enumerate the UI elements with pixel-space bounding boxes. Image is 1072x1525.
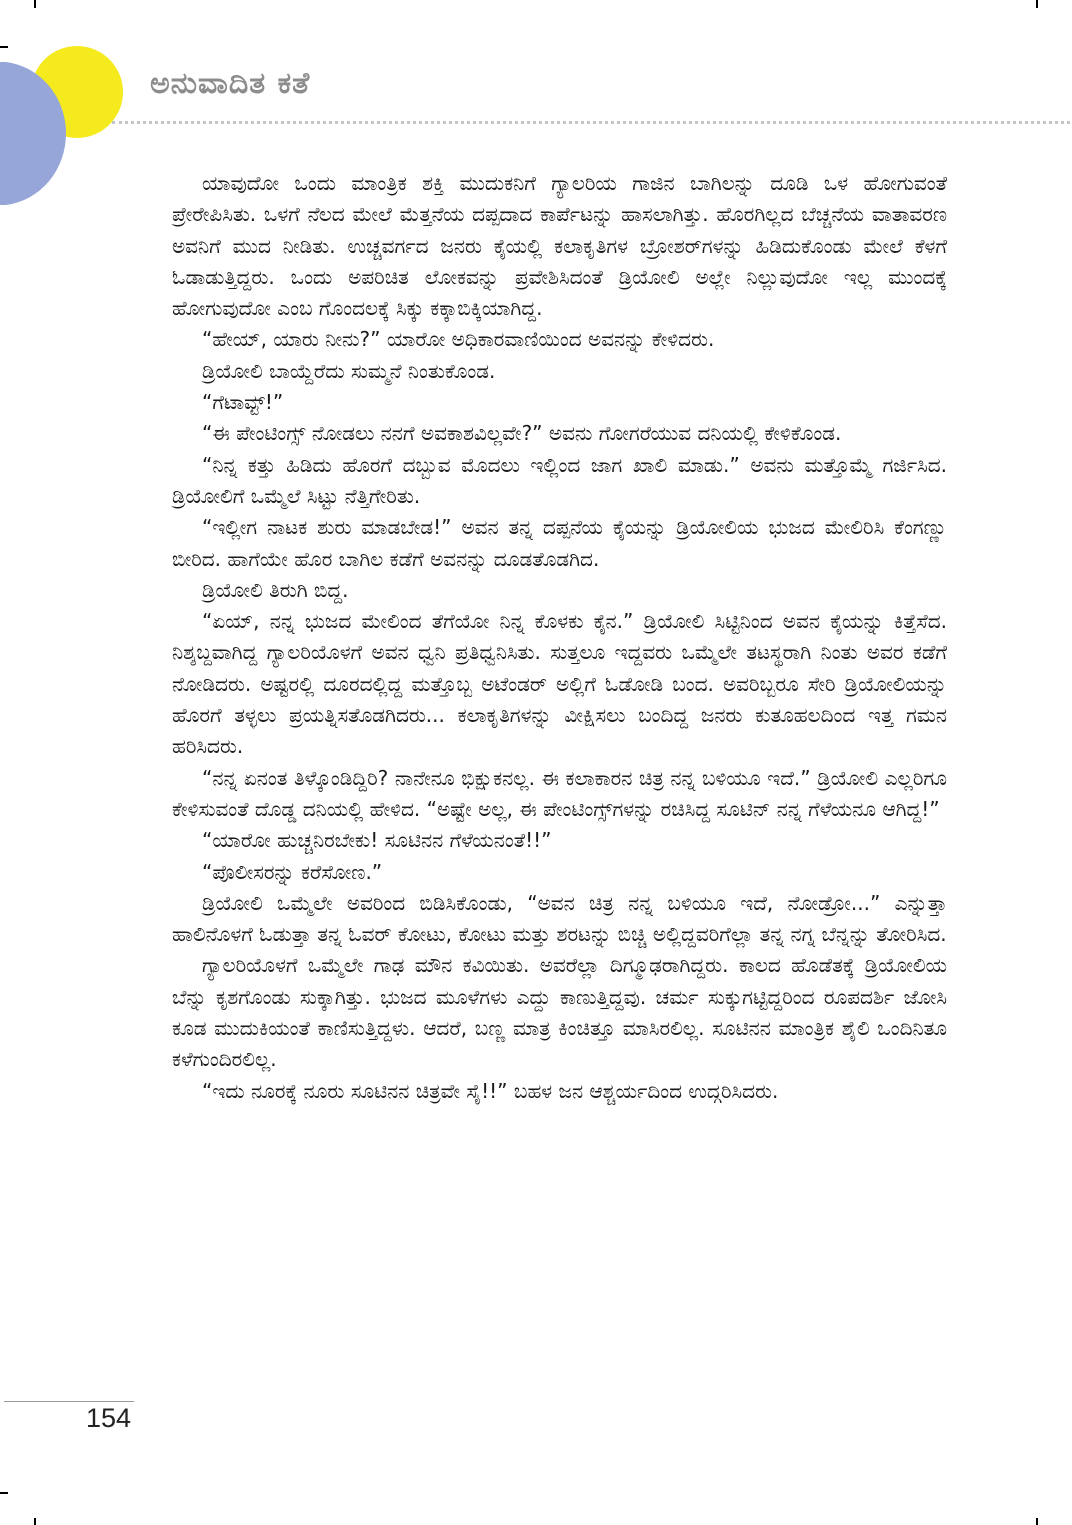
crop-mark-bottom-left	[34, 1518, 36, 1525]
crop-mark-bottom-right	[1036, 1518, 1038, 1525]
page-number: 154	[86, 1403, 132, 1433]
paragraph: “ಇಲ್ಲೀಗ ನಾಟಕ ಶುರು ಮಾಡಬೇಡ!” ಅವನ ತನ್ನ ದಪ್ಪನೆಯ ಕೈಯನ್ನು ಡ್ರಿಯೋಲಿಯ ಭುಜದ ಮೇಲಿರಿಸಿ ಕೆಂಗಣ್ಣು ಬೀರಿದ. ಹಾಗೆಯೇ ಹೊರ ಬಾಗಿಲ ಕಡೆಗೆ ಅವನನ್ನು ದೂಡತೊಡಗಿದ.	[172, 515, 947, 571]
paragraph: ಯಾವುದೋ ಒಂದು ಮಾಂತ್ರಿಕ ಶಕ್ತಿ ಮುದುಕನಿಗೆ ಗ್ಯಾಲರಿಯ ಗಾಜಿನ ಬಾಗಿಲನ್ನು ದೂಡಿ ಒಳ ಹೋಗುವಂತೆ ಪ್ರೇರೇಪಿಸಿತು. ಒಳಗೆ ನೆಲದ ಮೇಲೆ ಮೆತ್ತನೆಯ ದಪ್ಪದಾದ ಕಾರ್ಪೆಟನ್ನು ಹಾಸಲಾಗಿತ್ತು. ಹೊರಗಿಲ್ಲದ ಬೆಚ್ಚನೆಯ ವಾತಾವರಣ ಅವನಿಗೆ ಮುದ ನೀಡಿತು. ಉಚ್ಚವರ್ಗದ ಜನರು ಕೈಯಲ್ಲಿ ಕಲಾಕೃತಿಗಳ ಬ್ರೋಶರ್‌ಗಳನ್ನು ಹಿಡಿದುಕೊಂಡು ಮೇಲೆ ಕೆಳಗೆ ಓಡಾಡುತ್ತಿದ್ದರು. ಒಂದು ಅಪರಿಚಿತ ಲೋಕವನ್ನು ಪ್ರವೇಶಿಸಿದಂತೆ ಡ್ರಿಯೋಲಿ ಅಲ್ಲೇ ನಿಲ್ಲುವುದೋ ಇಲ್ಲ ಮುಂದಕ್ಕೆ ಹೋಗುವುದೋ ಎಂಬ ಗೊಂದಲಕ್ಕೆ ಸಿಕ್ಕು ಕಕ್ಕಾಬಿಕ್ಕಿಯಾಗಿದ್ದ.	[172, 171, 947, 321]
paragraph: ಡ್ರಿಯೋಲಿ ಬಾಯ್ದೆರೆದು ಸುಮ್ಮನೆ ನಿಂತುಕೊಂಡ.	[202, 358, 496, 383]
story-body	[172, 168, 947, 1107]
paragraph: ಗ್ಯಾಲರಿಯೊಳಗೆ ಒಮ್ಮೆಲೇ ಗಾಢ ಮೌನ ಕವಿಯಿತು. ಅವರೆಲ್ಲಾ ದಿಗ್ಮೂಢರಾಗಿದ್ದರು. ಕಾಲದ ಹೊಡೆತಕ್ಕೆ ಡ್ರಿಯೋಲಿಯ ಬೆನ್ನು ಕೃಶಗೊಂಡು ಸುಕ್ಕಾಗಿತ್ತು. ಭುಜದ ಮೂಳೆಗಳು ಎದ್ದು ಕಾಣುತ್ತಿದ್ದವು. ಚರ್ಮ ಸುಕ್ಕುಗಟ್ಟಿದ್ದರಿಂದ ರೂಪದರ್ಶಿ ಜೋಸಿ ಕೂಡ ಮುದುಕಿಯಂತೆ ಕಾಣಿಸುತ್ತಿದ್ದಳು. ಆದರೆ, ಬಣ್ಣ ಮಾತ್ರ ಕಿಂಚಿತ್ತೂ ಮಾಸಿರಲಿಲ್ಲ. ಸೂಟಿನನ ಮಾಂತ್ರಿಕ ಶೈಲಿ ಒಂದಿನಿತೂ ಕಳೆಗುಂದಿರಲಿಲ್ಲ.	[172, 953, 947, 1072]
paragraph: “ಇದು ನೂರಕ್ಕೆ ನೂರು ಸೂಟಿನನ ಚಿತ್ರವೇ ಸೈ!!” ಬಹಳ ಜನ ಆಶ್ಚರ್ಯದಿಂದ ಉದ್ಗರಿಸಿದರು.	[202, 1078, 779, 1103]
header-dotted-rule	[112, 121, 1070, 124]
paragraph: “ನನ್ನ ಏನಂತ ತಿಳ್ಕೊಂಡಿದ್ದಿರಿ? ನಾನೇನೂ ಭಿಕ್ಷುಕನಲ್ಲ. ಈ ಕಲಾಕಾರನ ಚಿತ್ರ ನನ್ನ ಬಳಿಯೂ ಇದೆ.” ಡ್ರಿಯೋಲಿ ಎಲ್ಲರಿಗೂ ಕೇಳಿಸುವಂತೆ ದೊಡ್ಡ ದನಿಯಲ್ಲಿ ಹೇಳಿದ. “ಅಷ್ಟೇ ಅಲ್ಲ, ಈ ಪೇಂಟಿಂಗ್ಸ್‌ಗಳನ್ನು ರಚಿಸಿದ್ದ ಸೂಟಿನ್ ನನ್ನ ಗೆಳೆಯನೂ ಆಗಿದ್ದ!”	[172, 765, 947, 821]
paragraph: “ಯಾರೋ ಹುಚ್ಚನಿರಬೇಕು! ಸೂಟಿನನ ಗೆಳೆಯನಂತೆ!!”	[202, 828, 552, 853]
paragraph: ಡ್ರಿಯೋಲಿ ತಿರುಗಿ ಬಿದ್ದ.	[202, 577, 349, 602]
crop-mark-top-right	[1036, 0, 1038, 8]
paragraph: “ಪೊಲೀಸರನ್ನು ಕರೆಸೋಣ.”	[202, 859, 383, 884]
blue-half-circle-base	[0, 62, 6, 205]
decorative-circles	[0, 0, 160, 220]
footer-rule	[4, 1401, 134, 1402]
paragraph: ಡ್ರಿಯೋಲಿ ಒಮ್ಮೆಲೇ ಅವರಿಂದ ಬಿಡಿಸಿಕೊಂಡು, “ಅವನ ಚಿತ್ರ ನನ್ನ ಬಳಿಯೂ ಇದೆ, ನೋಡ್ರೋ...” ಎನ್ನುತ್ತಾ ಹಾಲಿನೊಳಗೆ ಓಡುತ್ತಾ ತನ್ನ ಓವರ್ ಕೋಟು, ಕೋಟು ಮತ್ತು ಶರಟನ್ನು ಬಿಚ್ಚಿ ಅಲ್ಲಿದ್ದವರಿಗೆಲ್ಲಾ ತನ್ನ ನಗ್ನ ಬೆನ್ನನ್ನು ತೋರಿಸಿದ.	[172, 890, 947, 947]
paragraph: “ಈ ಪೇಂಟಿಂಗ್ಸ್ ನೋಡಲು ನನಗೆ ಅವಕಾಶವಿಲ್ಲವೇ?” ಅವನು ಗೋಗರೆಯುವ ದನಿಯಲ್ಲಿ ಕೇಳಿಕೊಂಡ.	[202, 421, 842, 446]
section-title: ಅನುವಾದಿತ ಕತೆ	[150, 66, 311, 101]
paragraph: “ಹೇಯ್, ಯಾರು ನೀನು?” ಯಾರೋ ಅಧಿಕಾರವಾಣಿಯಿಂದ ಅವನನ್ನು ಕೇಳಿದರು.	[202, 327, 715, 352]
paragraph: “ಗೆಟಾವ್ಟ್!”	[202, 390, 284, 415]
paragraph: “ನಿನ್ನ ಕತ್ತು ಹಿಡಿದು ಹೊರಗೆ ದಬ್ಬುವ ಮೊದಲು ಇಲ್ಲಿಂದ ಜಾಗ ಖಾಲಿ ಮಾಡು.” ಅವನು ಮತ್ತೊಮ್ಮೆ ಗರ್ಜಿಸಿದ. ಡ್ರಿಯೋಲಿಗೆ ಒಮ್ಮೆಲೆ ಸಿಟ್ಟು ನೆತ್ತಿಗೇರಿತು.	[172, 452, 947, 508]
crop-mark-left-lower	[0, 1492, 8, 1494]
paragraph: “ಏಯ್, ನನ್ನ ಭುಜದ ಮೇಲಿಂದ ತೆಗೆಯೋ ನಿನ್ನ ಕೊಳಕು ಕೈನ.” ಡ್ರಿಯೋಲಿ ಸಿಟ್ಟಿನಿಂದ ಅವನ ಕೈಯನ್ನು ಕಿತ್ತೆಸೆದ. ನಿಶ್ಶಬ್ದವಾಗಿದ್ದ ಗ್ಯಾಲರಿಯೊಳಗೆ ಅವನ ಧ್ವನಿ ಪ್ರತಿಧ್ವನಿಸಿತು. ಸುತ್ತಲೂ ಇದ್ದವರು ಒಮ್ಮೆಲೇ ತಟಸ್ಥರಾಗಿ ನಿಂತು ಅವರ ಕಡೆಗೆ ನೋಡಿದರು. ಅಷ್ಟರಲ್ಲಿ ದೂರದಲ್ಲಿದ್ದ ಮತ್ತೊಬ್ಬ ಅಟೆಂಡರ್ ಅಲ್ಲಿಗೆ ಓಡೋಡಿ ಬಂದ. ಅವರಿಬ್ಬರೂ ಸೇರಿ ಡ್ರಿಯೋಲಿಯನ್ನು ಹೊರಗೆ ತಳ್ಳಲು ಪ್ರಯತ್ನಿಸತೊಡಗಿದರು... ಕಲಾಕೃತಿಗಳನ್ನು ವೀಕ್ಷಿಸಲು ಬಂದಿದ್ದ ಜನರು ಕುತೂಹಲದಿಂದ ಇತ್ತ ಗಮನ ಹರಿಸಿದರು.	[172, 609, 947, 759]
